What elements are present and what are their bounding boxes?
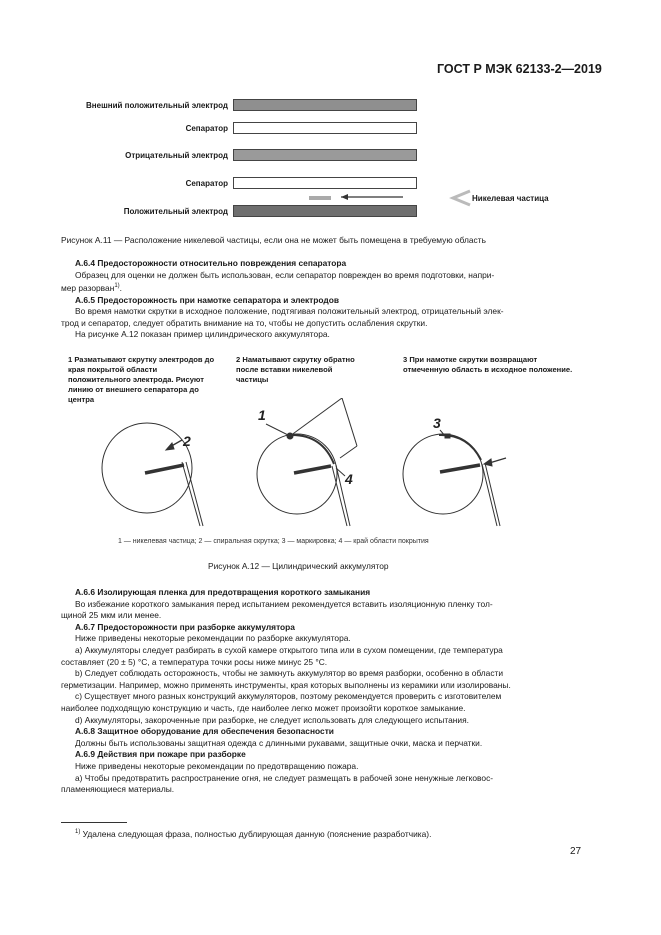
panel-2-particle [287, 433, 293, 439]
a67-a-line-1: а) Аккумуляторы следует разбирать в сухой камере открытого типа или в сухом помещении, где температура [75, 644, 503, 655]
panel-3-wound-arc [439, 435, 481, 460]
heading-a65: А.6.5 Предосторожность при намотке сепаратора и электродов [75, 294, 339, 305]
panel-3-lead-b [485, 463, 500, 526]
footnote-text: Удалена следующая фраза, полностью дублирующая данную (пояснение разработчика). [82, 829, 432, 839]
figure-a12-drawing [90, 398, 530, 528]
a67-b-line-1: b) Следует соблюдать осторожность, чтобы не замкнуть аккумулятор во время разборки, особенно в области [75, 668, 504, 679]
footnote-ref: 1) [114, 283, 120, 290]
a67-intro: Ниже приведены некоторые рекомендации по разборке аккумулятора. [75, 633, 351, 644]
a68-text: Должны быть использованы защитная одежда с длинными рукавами, защитные очки, маска и перчатки. [75, 737, 483, 748]
layer-bar-outer-positive [233, 99, 417, 111]
panel-2-guide [290, 398, 342, 436]
panel-2-arrow [340, 446, 357, 458]
a65-line-2: трод и сепаратор, следует обратить внимание на то, чтобы не допустить ослабления скрутки. [61, 317, 428, 328]
a67-c-line-2: наиболее подходящую конструкцию и часть, где наиболее легко может произойти короткое замыкание. [61, 702, 466, 713]
layer-label-separator-1: Сепаратор [185, 124, 228, 133]
panel-2-leader-1 [266, 424, 290, 436]
a69-a-line-2: пламеняющиеся материалы. [61, 784, 175, 795]
panel-3-line [440, 465, 480, 472]
a66-line-2: щиной 25 мкм или менее. [61, 610, 162, 621]
marker-4: 4 [345, 471, 353, 487]
heading-a68: А.6.8 Защитное оборудование для обеспечения безопасности [75, 726, 334, 737]
panel-1-lead-a [182, 462, 200, 526]
footnote [75, 829, 431, 839]
sections-a64-a65 [61, 258, 581, 341]
arrow-head-icon [341, 194, 348, 200]
a64-line-2: мер разорван$^{1)}$. [61, 282, 122, 293]
sections-a66-a69 [61, 587, 581, 796]
panel-2-guide-b [342, 398, 357, 446]
a64-line-1: Образец для оценки не должен быть использован, если сепаратор поврежден во время подготовки, напри- [75, 269, 495, 280]
standard-header: ГОСТ Р МЭК 62133-2—2019 [437, 62, 602, 76]
nickel-particle [309, 196, 331, 200]
panel-2-wound-arc [290, 435, 334, 464]
panel-1-line [145, 465, 184, 473]
a69-a-line-1: а) Чтобы предотвратить распространение огня, не следует размещать в рабочей зоне ненужные легковос- [75, 772, 494, 783]
page-number: 27 [570, 846, 582, 857]
nickel-particle-graphic [305, 188, 475, 212]
footnote-marker: 1) [75, 829, 81, 836]
heading-a66: А.6.6 Изолирующая пленка для предотвращения короткого замыкания [75, 587, 371, 597]
layer-bar-separator-1 [233, 122, 417, 134]
panel-2-line [294, 466, 331, 473]
marker-1: 1 [258, 407, 266, 423]
figure-a12-caption: Рисунок А.12 — Цилиндрический аккумулятор [208, 561, 389, 571]
panel-3-lead-a [482, 464, 497, 526]
panel-2 [257, 398, 357, 526]
chevron-left-icon [453, 191, 470, 205]
panel-3-mark [445, 434, 450, 438]
marker-3: 3 [433, 415, 441, 431]
marker-2: 2 [183, 433, 191, 449]
a65-line-3: На рисунке А.12 показан пример цилиндрического аккумулятора. [75, 329, 330, 340]
heading-a64: А.6.4 Предосторожности относительно повреждения сепаратора [75, 258, 347, 268]
a67-d: d) Аккумуляторы, закороченные при разборке, не следует использовать для следующего испытания. [75, 714, 469, 725]
layer-label-positive: Положительный электрод [123, 207, 228, 216]
panel-1-lead-b [186, 462, 203, 526]
figure-a12-legend: 1 — никелевая частица; 2 — спиральная скрутка; 3 — маркировка; 4 — край области покрытия [118, 538, 429, 545]
figure-a12-step-3: 3 При намотке скрутки возвращают отмеченную область в исходное положение. [403, 355, 573, 374]
layer-label-outer-positive: Внешний положительный электрод [86, 101, 228, 110]
a65-line-1: Во время намотки скрутки в исходное положение, подтягивая положительный электрод, отрицательный элек- [75, 306, 504, 317]
a67-c-line-1: с) Существует много разных конструкций аккумуляторов, поэтому рекомендуется проверить с изготовителем [75, 691, 502, 702]
a69-intro: Ниже приведены некоторые рекомендации по предотвращению пожара. [75, 760, 359, 771]
layer-label-negative: Отрицательный электрод [125, 151, 228, 160]
panel-1-arrow-head-icon [166, 443, 174, 450]
figure-a12-step-2: 2 Наматывают скрутку обратно после вставки никелевой частицы [236, 355, 355, 384]
heading-a67: А.6.7 Предосторожности при разборке аккумулятора [75, 621, 295, 632]
layer-label-separator-2: Сепаратор [185, 179, 228, 188]
nickel-particle-label: Никелевая частица [472, 194, 549, 203]
panel-1-roll [102, 423, 192, 513]
a67-a-line-2: составляет (20 ± 5) °С, а температура точки росы ниже минус 25 °С. [61, 656, 328, 667]
panel-3 [403, 430, 506, 526]
heading-a69: А.6.9 Действия при пожаре при разборке [75, 749, 246, 760]
figure-a12-step-1: 1 Разматывают скрутку электродов до края покрытой области положительного электрода. Рисуют линию от внешнего сепаратора до центра [68, 355, 215, 404]
a67-b-line-2: герметизации. Например, можно применять инструменты, края которых выполнены из керамики или изолированы. [61, 679, 511, 690]
layer-bar-negative [233, 149, 417, 161]
footnote-divider [61, 822, 127, 823]
figure-a11-caption: Рисунок А.11 — Расположение никелевой частицы, если она не может быть помещена в требуемую область [61, 235, 486, 245]
a66-line-1: Во избежание короткого замыкания перед испытанием рекомендуется вставить изоляционную пленку тол- [75, 598, 493, 609]
